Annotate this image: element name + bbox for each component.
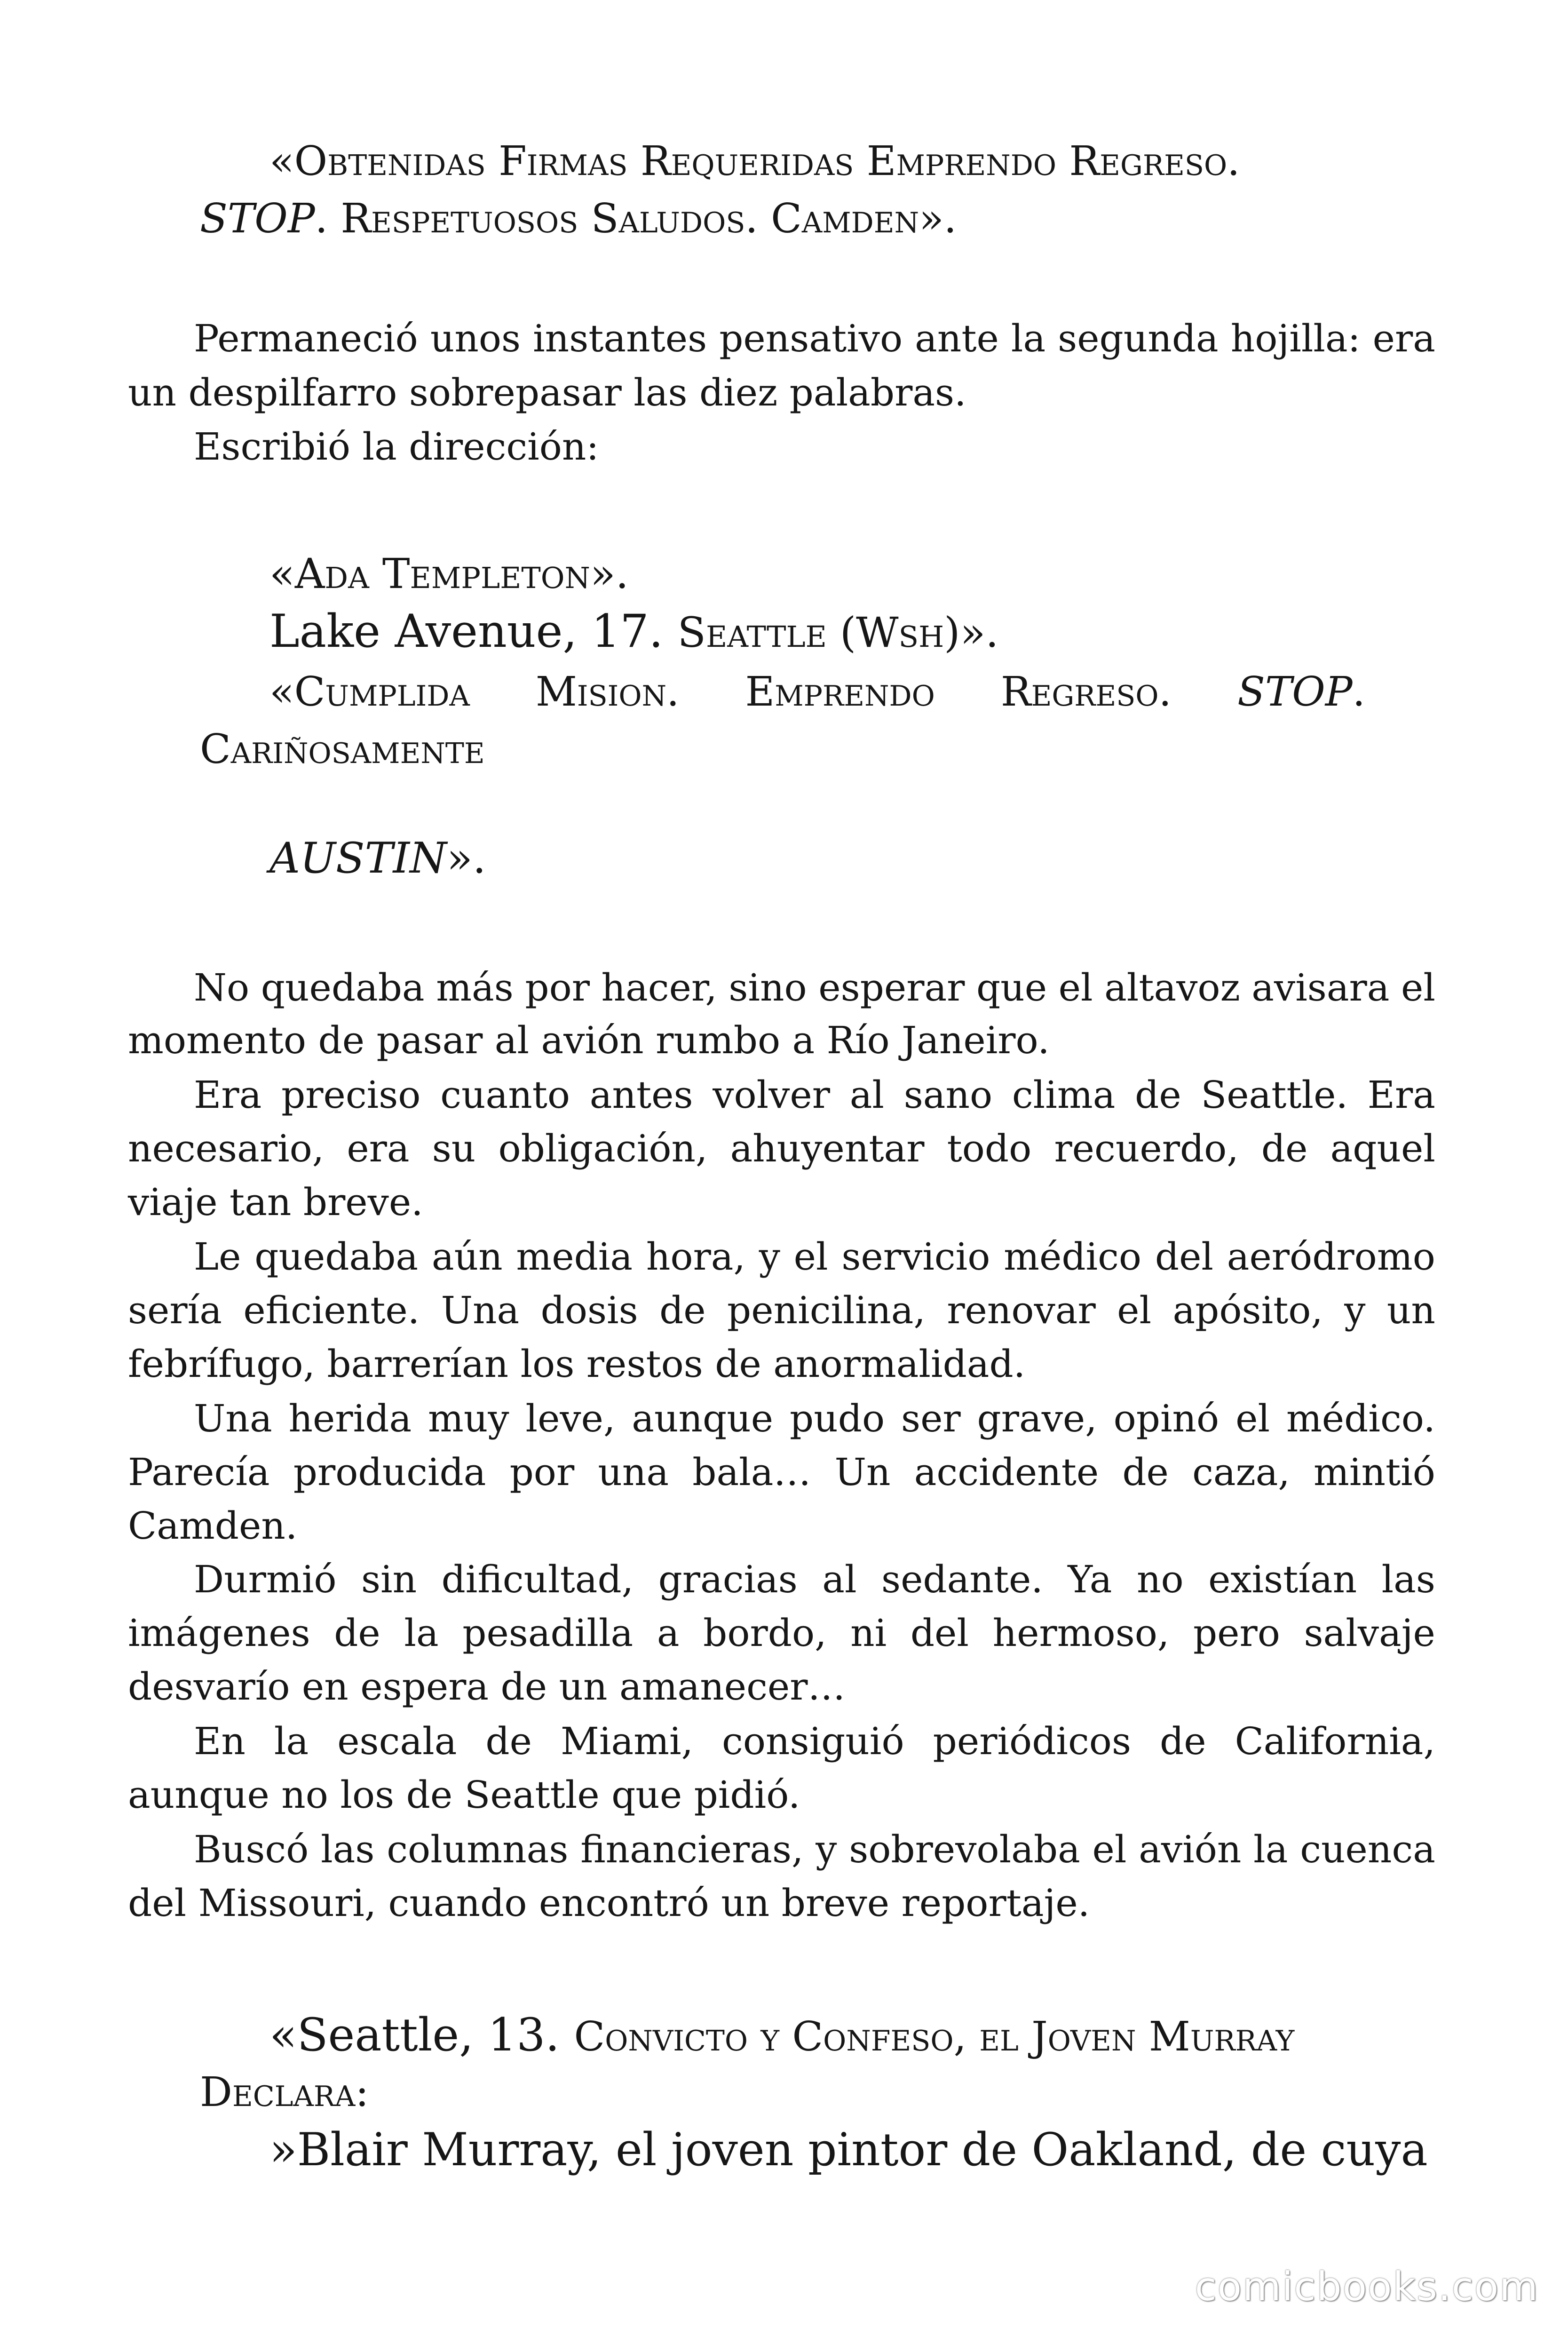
- word: servicio: [841, 1235, 990, 1279]
- telegram-2-signature: [269, 834, 486, 883]
- word: de: [1160, 1719, 1206, 1763]
- text-line: viaje tan breve.: [128, 1180, 423, 1224]
- telegram-2-body-line-2: Cariñosamente: [200, 726, 485, 773]
- word: preciso: [281, 1073, 421, 1117]
- word: una: [598, 1450, 669, 1494]
- word: Buscó: [194, 1828, 309, 1871]
- signature-closing: ».: [446, 834, 486, 883]
- word: herida: [288, 1397, 412, 1440]
- word: obligación,: [498, 1127, 708, 1170]
- word: bordo,: [703, 1611, 827, 1655]
- word: Le: [194, 1235, 241, 1279]
- word: unos: [430, 317, 521, 360]
- word: sedante.: [881, 1557, 1043, 1601]
- word: mintió: [1314, 1450, 1435, 1494]
- news-line-2: Declara:: [200, 2069, 369, 2116]
- word: al: [822, 1557, 857, 1601]
- watermark-logo: comicbooks.com: [1195, 2264, 1539, 2310]
- body-word: «Cumplida: [269, 668, 470, 715]
- word: el: [1092, 1828, 1127, 1871]
- text-line: [128, 1450, 1435, 1494]
- word: grave,: [977, 1397, 1097, 1440]
- word: del: [1155, 1235, 1213, 1279]
- word: era: [1372, 317, 1435, 360]
- word: pero: [1193, 1611, 1280, 1655]
- text-line: febrífugo, barrerían los restos de anormalidad.: [128, 1342, 1026, 1386]
- word: avisara: [1251, 966, 1390, 1009]
- word: accidente: [914, 1450, 1099, 1494]
- word: médico: [1004, 1235, 1142, 1279]
- word: instantes: [533, 317, 707, 360]
- address-city: Seattle (Wsh)».: [677, 608, 999, 657]
- news-line-1: [269, 2009, 1295, 2061]
- word: del: [910, 1611, 969, 1655]
- word: médico.: [1286, 1397, 1435, 1440]
- telegram-2-address: [269, 605, 999, 658]
- body-word: Mision.: [535, 668, 680, 715]
- word: hermoso,: [992, 1611, 1170, 1655]
- word: opinó: [1113, 1397, 1220, 1440]
- word: Ya: [1068, 1557, 1112, 1601]
- word: escala: [337, 1719, 457, 1763]
- word: Permaneció: [194, 317, 418, 360]
- word: pudo: [790, 1397, 885, 1440]
- word: Seattle.: [1201, 1073, 1348, 1117]
- word: apósito,: [1172, 1288, 1323, 1332]
- word: recuerdo,: [1054, 1127, 1239, 1170]
- text-line: momento de pasar al avión rumbo a Río Janeiro.: [128, 1018, 1050, 1062]
- word: por: [525, 966, 590, 1009]
- word: que: [976, 966, 1047, 1009]
- news-line-3: »Blair Murray, el joven pintor de Oakland, de cuya: [269, 2123, 1428, 2176]
- word: el: [1401, 966, 1435, 1009]
- word: gracias: [658, 1557, 798, 1601]
- word: producida: [293, 1450, 486, 1494]
- word: Una: [441, 1288, 520, 1332]
- body-word: Emprendo: [745, 668, 935, 715]
- word: quedaba: [254, 1235, 419, 1279]
- signature-name: AUSTIN: [269, 834, 447, 883]
- word: volver: [713, 1073, 830, 1117]
- word: eficiente.: [243, 1288, 420, 1332]
- word: ante: [915, 317, 999, 360]
- word: al: [849, 1073, 884, 1117]
- word: de: [485, 1719, 532, 1763]
- word: esperar: [818, 966, 965, 1009]
- word: un: [1386, 1288, 1435, 1332]
- word: Una: [194, 1397, 272, 1440]
- body-stop-period: .: [1352, 668, 1365, 715]
- word: renovar: [947, 1288, 1096, 1332]
- word: bala…: [692, 1450, 811, 1494]
- word: cuenca: [1300, 1828, 1435, 1871]
- paragraph-1-line-1: [194, 317, 1435, 360]
- word: más: [436, 966, 514, 1009]
- word: las: [1381, 1557, 1435, 1601]
- word: periódicos: [933, 1719, 1132, 1763]
- word: ahuyentar: [730, 1127, 925, 1170]
- word: hacer,: [601, 966, 717, 1009]
- body-stop: [1237, 668, 1365, 715]
- word: No: [194, 966, 250, 1009]
- text-line: [194, 1557, 1435, 1601]
- telegram-2-recipient: «Ada Templeton».: [269, 549, 629, 598]
- word: por: [509, 1450, 575, 1494]
- word: no: [1136, 1557, 1184, 1601]
- word: sino: [729, 966, 807, 1009]
- word: el: [793, 1235, 828, 1279]
- word: financieras,: [580, 1828, 804, 1871]
- news-headline: Convicto y Confeso, el Joven Murray: [574, 2013, 1295, 2060]
- text-line: Camden.: [128, 1504, 298, 1548]
- word: su: [432, 1127, 476, 1170]
- text-line: [194, 966, 1435, 1009]
- word: de: [659, 1288, 706, 1332]
- text-line: [194, 1719, 1435, 1763]
- word: las: [321, 1828, 375, 1871]
- text-line: desvarío en espera de un amanecer…: [128, 1665, 846, 1708]
- word: caza,: [1192, 1450, 1290, 1494]
- word: quedaba: [261, 966, 425, 1009]
- word: era: [347, 1127, 410, 1170]
- word: la: [1253, 1828, 1288, 1871]
- word: el: [1058, 966, 1093, 1009]
- word: Era: [1367, 1073, 1435, 1117]
- telegram-2-body-line-1: [269, 668, 1365, 715]
- text-line: [194, 1828, 1435, 1871]
- word: de: [1135, 1073, 1181, 1117]
- word: ser: [901, 1397, 961, 1440]
- word: de: [334, 1611, 380, 1655]
- word: ni: [850, 1611, 887, 1655]
- word: de: [1261, 1127, 1308, 1170]
- paragraph-1-line-2: un despilfarro sobrepasar las diez palabras.: [128, 371, 966, 414]
- word: hojilla:: [1230, 317, 1361, 360]
- word: muy: [428, 1397, 509, 1440]
- telegram-1-line-2: [200, 195, 957, 242]
- word: Durmió: [194, 1557, 337, 1601]
- telegram-1-closing: . Respetuosos Saludos. Camden».: [315, 195, 957, 242]
- word: aeródromo: [1227, 1235, 1435, 1279]
- word: sin: [361, 1557, 417, 1601]
- word: salvaje: [1304, 1611, 1435, 1655]
- word: avión: [1139, 1828, 1242, 1871]
- word: aunque: [632, 1397, 774, 1440]
- word: Parecía: [128, 1450, 270, 1494]
- word: En: [194, 1719, 245, 1763]
- text-line: [128, 1288, 1435, 1332]
- word: la: [274, 1719, 309, 1763]
- word: clima: [1012, 1073, 1116, 1117]
- word: Miami,: [560, 1719, 694, 1763]
- word: media: [516, 1235, 633, 1279]
- stop-word: STOP: [200, 195, 315, 242]
- word: a: [657, 1611, 680, 1655]
- word: dosis: [540, 1288, 638, 1332]
- word: sobrevolaba: [849, 1828, 1080, 1871]
- word: Un: [834, 1450, 891, 1494]
- word: antes: [589, 1073, 693, 1117]
- text-line: [194, 1397, 1435, 1440]
- telegram-1-line-1: «Obtenidas Firmas Requeridas Emprendo Regreso.: [269, 138, 1240, 185]
- word: aquel: [1330, 1127, 1435, 1170]
- word: Era: [194, 1073, 262, 1117]
- word: sería: [128, 1288, 222, 1332]
- address-street: Lake Avenue, 17.: [269, 605, 678, 658]
- word: la: [404, 1611, 439, 1655]
- word: la: [1011, 317, 1046, 360]
- word: columnas: [387, 1828, 569, 1871]
- word: necesario,: [128, 1127, 325, 1170]
- stop-word: STOP: [1237, 668, 1353, 715]
- word: y: [1344, 1288, 1366, 1332]
- word: pensativo: [719, 317, 903, 360]
- word: dificultad,: [441, 1557, 634, 1601]
- text-line: del Missouri, cuando encontró un breve reportaje.: [128, 1881, 1090, 1925]
- word: pesadilla: [462, 1611, 634, 1655]
- word: leve,: [525, 1397, 616, 1440]
- word: consiguió: [722, 1719, 904, 1763]
- word: existían: [1208, 1557, 1357, 1601]
- word: y: [759, 1235, 780, 1279]
- word: California,: [1235, 1719, 1435, 1763]
- paragraph-2: Escribió la dirección:: [194, 425, 599, 469]
- word: hora,: [646, 1235, 745, 1279]
- text-line: [194, 1235, 1435, 1279]
- word: el: [1117, 1288, 1152, 1332]
- word: todo: [947, 1127, 1032, 1170]
- word: de: [1122, 1450, 1169, 1494]
- word: sano: [903, 1073, 993, 1117]
- news-dateline: «Seattle, 13.: [269, 2009, 574, 2061]
- word: imágenes: [128, 1611, 310, 1655]
- body-word: Regreso.: [1000, 668, 1172, 715]
- word: y: [816, 1828, 837, 1871]
- word: cuanto: [440, 1073, 570, 1117]
- word: altavoz: [1104, 966, 1240, 1009]
- word: penicilina,: [727, 1288, 926, 1332]
- text-line: [128, 1611, 1435, 1655]
- word: segunda: [1058, 317, 1219, 360]
- word: el: [1235, 1397, 1270, 1440]
- text-line: [194, 1073, 1435, 1117]
- text-line: aunque no los de Seattle que pidió.: [128, 1773, 800, 1817]
- text-line: [128, 1127, 1435, 1170]
- word: aún: [431, 1235, 503, 1279]
